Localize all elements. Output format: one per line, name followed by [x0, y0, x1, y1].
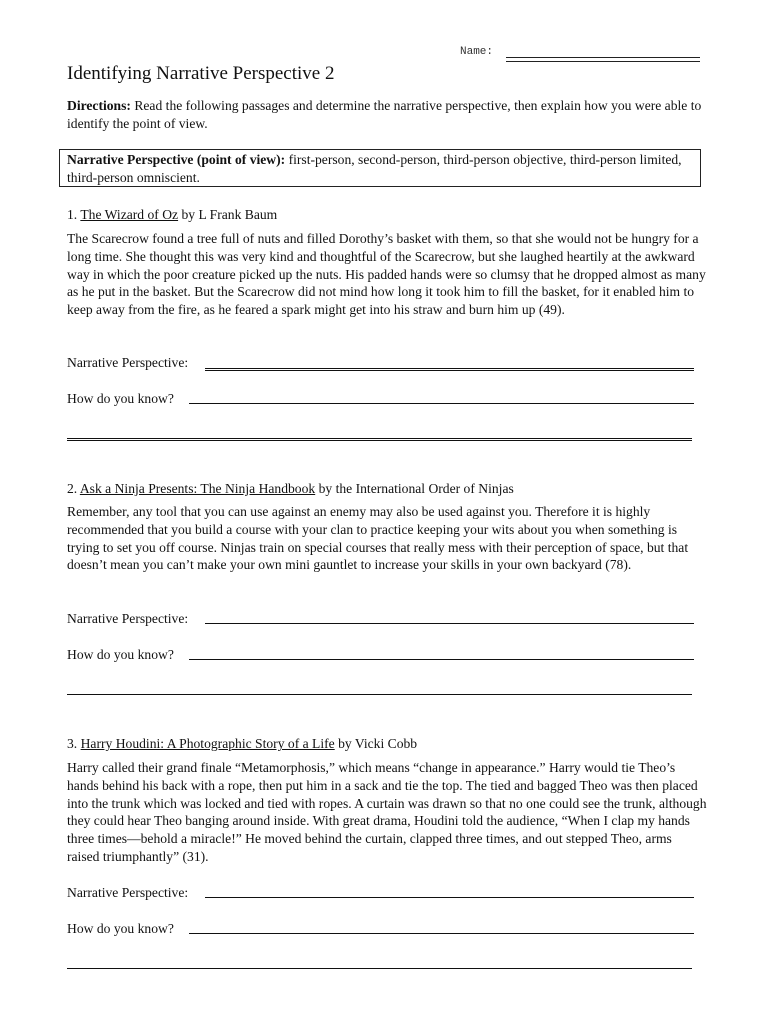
- perspective-answer-1-underline: [205, 370, 694, 371]
- passage-3-text: Harry called their grand finale “Metamorphosis,” which means “change in appearance.” Harry would tie Theo’s hands behind his back with a rope, then put him in a sack and tie the top. The tied and bagged Theo was then placed into the trunk which was locked and tied with ropes. A curtain was drawn so that no one could see the trunk, although they could hear Theo banging around inside. With great drama, Houdini told the audience, “When I clap my hands three times—behold a miracle!” He moved behind the curtain, clapped three times, and out stepped Theo, arms raised triumphantly” (31).: [67, 760, 707, 864]
- extra-answer-1[interactable]: [67, 438, 692, 439]
- extra-answer-3[interactable]: [67, 968, 692, 969]
- extra-answer-2[interactable]: [67, 694, 692, 695]
- definition-box: [59, 149, 701, 187]
- directions-label: Directions:: [67, 98, 131, 113]
- how-prompt-2: How do you know?: [67, 647, 174, 662]
- perspective-prompt-1: Narrative Perspective:: [67, 355, 189, 370]
- passage-number: 2.: [67, 481, 78, 496]
- perspective-answer-1[interactable]: [205, 368, 694, 369]
- definition-text: first-person, second-person, third-person objective, third-person limited, third-person omniscient.: [67, 152, 682, 185]
- passage-author: by the International Order of Ninjas: [318, 481, 514, 496]
- passage-title: Harry Houdini: A Photographic Story of a Life: [80, 736, 335, 751]
- passage-2-heading: [67, 480, 514, 498]
- perspective-prompt-2: Narrative Perspective:: [67, 611, 189, 626]
- extra-answer-1-underline: [67, 440, 692, 441]
- passage-3-heading: [67, 735, 417, 753]
- passage-1-text: The Scarecrow found a tree full of nuts and filled Dorothy’s basket with them, so that she would not be hungry for a long time. She thought this was very kind and thoughtful of the Scarecrow, but she laughed heartily at the awkward way in which the poor creature picked up the nuts. His padded hands were so clumsy that he dropped almost as many as he put in the basket. But the Scarecrow did not mind how long it took him to fill the basket, for it enabled him to keep away from the fire, as he feared a spark might get into his straw and burn him up (49).: [67, 231, 706, 318]
- how-prompt-3: How do you know?: [67, 921, 174, 936]
- how-answer-3[interactable]: [189, 933, 694, 934]
- passage-2-text: Remember, any tool that you can use against an enemy may also be used against you. Therefore it is highly recommended that you build a course with your clan to practice keeping your wits about you when something is trying to set you off course. Ninjas train on special courses that really mess with their perception of space, but that doesn’t mean you can’t make your own mini gauntlet to increase your skills in your own backyard (78).: [67, 504, 689, 573]
- how-prompt-1: How do you know?: [67, 391, 174, 406]
- how-answer-2[interactable]: [189, 659, 694, 660]
- perspective-prompt-3: Narrative Perspective:: [67, 885, 189, 900]
- name-input-line-underline: [506, 61, 700, 62]
- passage-author: by Vicki Cobb: [338, 736, 418, 751]
- name-label: Name:: [460, 46, 494, 58]
- passage-author: by L Frank Baum: [181, 207, 278, 222]
- perspective-answer-2[interactable]: [205, 623, 694, 624]
- passage-number: 3.: [67, 736, 78, 751]
- definition-label: Narrative Perspective (point of view):: [67, 152, 286, 167]
- directions-text: Read the following passages and determine the narrative perspective, then explain how you were able to identify the point of view.: [67, 98, 702, 131]
- perspective-answer-3[interactable]: [205, 897, 694, 898]
- passage-title: Ask a Ninja Presents: The Ninja Handbook: [79, 481, 316, 496]
- passage-1-heading: [67, 206, 277, 224]
- passage-title: The Wizard of Oz: [80, 207, 179, 222]
- page-title: Identifying Narrative Perspective 2: [67, 63, 335, 84]
- how-answer-1[interactable]: [189, 403, 694, 404]
- name-input-line[interactable]: [506, 57, 700, 58]
- directions: [67, 97, 707, 133]
- passage-number: 1.: [67, 207, 78, 222]
